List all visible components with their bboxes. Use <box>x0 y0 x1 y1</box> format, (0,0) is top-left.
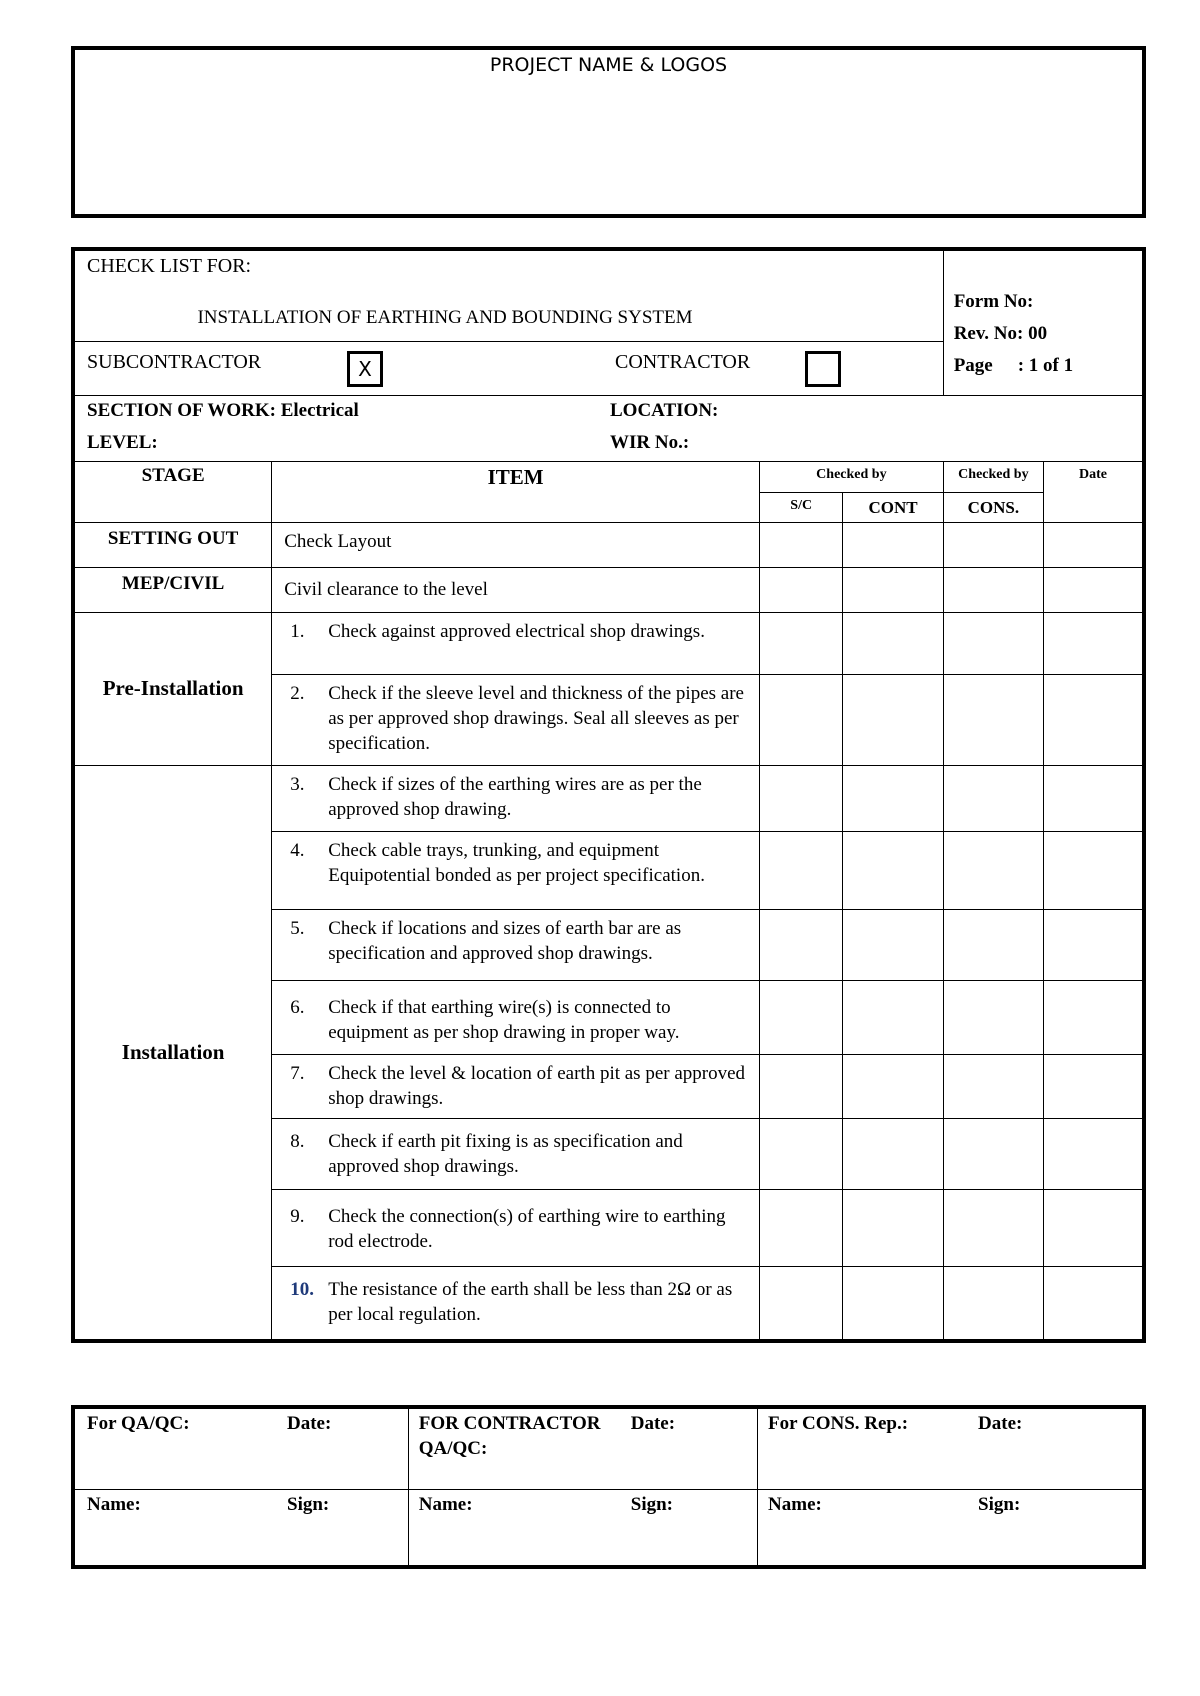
table-row <box>73 612 1144 674</box>
sc-check-cell[interactable] <box>760 567 843 612</box>
checklist-item <box>272 765 760 831</box>
date-cell[interactable] <box>1044 1054 1144 1118</box>
project-header-box <box>71 46 1146 218</box>
item-number: 2. <box>290 682 305 704</box>
contractor-qaqc-label: FOR CONTRACTOR QA/QC: <box>418 1413 601 1459</box>
sc-check-cell[interactable] <box>760 1189 843 1266</box>
item-text: Check cable trays, trunking, and equipment Equipotential bonded as per project specification. <box>328 839 705 886</box>
contractor-qaqc-cell <box>408 1407 757 1489</box>
table-row <box>73 567 1144 612</box>
date-column-header: Date <box>1044 461 1144 522</box>
cons-check-cell[interactable] <box>943 1118 1043 1189</box>
location-label: LOCATION: <box>610 399 719 421</box>
contractor-sign-cell <box>408 1489 757 1567</box>
item-text: Check if the sleeve level and thickness of the pipes are as per approved shop drawings. Seal all sleeves as per specification. <box>328 682 744 754</box>
item-text: Check if that earthing wire(s) is connected to equipment as per shop drawing in proper way. <box>328 996 680 1043</box>
item-number: 6. <box>290 996 305 1018</box>
cont-check-cell[interactable] <box>843 831 943 909</box>
item-text: Check the level & location of earth pit as per approved shop drawings. <box>328 1062 746 1109</box>
stage-installation: Installation <box>73 765 272 1341</box>
page-label: Page <box>953 355 993 376</box>
cont-check-cell[interactable] <box>843 909 943 980</box>
cons-check-cell[interactable] <box>943 909 1043 980</box>
date-cell[interactable] <box>1044 522 1144 567</box>
checklist-item <box>272 1118 760 1189</box>
checklist-title-cell <box>73 249 943 341</box>
sign-label: Sign: <box>287 1493 330 1515</box>
party-selection-cell <box>73 341 943 395</box>
item-check-layout: Check Layout <box>272 522 760 567</box>
sc-check-cell[interactable] <box>760 1118 843 1189</box>
cons-check-cell[interactable] <box>943 1189 1043 1266</box>
contractor-label: CONTRACTOR <box>615 350 751 373</box>
item-number: 8. <box>290 1130 305 1152</box>
qaqc-label: For QA/QC: <box>87 1413 190 1434</box>
contractor-date-label: Date: <box>630 1413 676 1434</box>
name-label: Name: <box>768 1493 822 1515</box>
checklist-item <box>272 831 760 909</box>
checklist-table <box>71 247 1146 1343</box>
date-cell[interactable] <box>1044 980 1144 1054</box>
date-cell[interactable] <box>1044 567 1144 612</box>
sc-check-cell[interactable] <box>760 674 843 765</box>
sc-check-cell[interactable] <box>760 522 843 567</box>
sc-check-cell[interactable] <box>760 1054 843 1118</box>
item-number: 3. <box>290 773 305 795</box>
project-name-logos: PROJECT NAME & LOGOS <box>489 54 728 76</box>
name-label: Name: <box>87 1493 141 1515</box>
cons-rep-label: For CONS. Rep.: <box>768 1413 909 1434</box>
sign-label: Sign: <box>630 1493 673 1515</box>
cons-check-cell[interactable] <box>943 522 1043 567</box>
sc-check-cell[interactable] <box>760 1266 843 1341</box>
checked-by-header: Checked by <box>760 461 944 492</box>
form-no: Form No: <box>953 291 1034 312</box>
rev-no: Rev. No: 00 <box>953 323 1048 344</box>
checklist-item <box>272 674 760 765</box>
table-row <box>73 522 1144 567</box>
cons-rep-cell <box>758 1407 1144 1489</box>
sc-column-header: S/C <box>760 492 843 522</box>
date-cell[interactable] <box>1044 674 1144 765</box>
form-info-cell <box>943 249 1144 395</box>
cont-check-cell[interactable] <box>843 1189 943 1266</box>
cont-check-cell[interactable] <box>843 1054 943 1118</box>
subcontractor-label: SUBCONTRACTOR <box>87 350 262 373</box>
name-label: Name: <box>418 1493 473 1515</box>
checklist-item <box>272 1266 760 1341</box>
cons-check-cell[interactable] <box>943 831 1043 909</box>
qaqc-sign-cell <box>73 1489 408 1567</box>
section-info-cell <box>73 395 1144 461</box>
level-label: LEVEL: <box>87 431 158 453</box>
date-cell[interactable] <box>1044 1266 1144 1341</box>
date-cell[interactable] <box>1044 831 1144 909</box>
item-number: 1. <box>290 620 305 642</box>
item-number: 7. <box>290 1062 305 1084</box>
cont-check-cell[interactable] <box>843 1118 943 1189</box>
item-civil-clearance: Civil clearance to the level <box>272 567 760 612</box>
date-cell[interactable] <box>1044 765 1144 831</box>
qaqc-date-label: Date: <box>287 1413 332 1434</box>
cons-check-cell[interactable] <box>943 980 1043 1054</box>
contractor-checkbox[interactable] <box>805 351 841 387</box>
wir-no-label: WIR No.: <box>610 431 690 453</box>
stage-setting-out: SETTING OUT <box>73 522 272 567</box>
checklist-item <box>272 980 760 1054</box>
stage-column-header: STAGE <box>73 461 272 522</box>
checklist-item <box>272 1189 760 1266</box>
cont-check-cell[interactable] <box>843 765 943 831</box>
cons-check-cell[interactable] <box>943 567 1043 612</box>
subcontractor-checkbox[interactable]: X <box>347 351 383 387</box>
cons-column-header: CONS. <box>943 492 1043 522</box>
sc-check-cell[interactable] <box>760 765 843 831</box>
checklist-item <box>272 612 760 674</box>
cons-check-cell[interactable] <box>943 674 1043 765</box>
check-list-for-label: CHECK LIST FOR: <box>87 255 252 277</box>
item-text: Check if sizes of the earthing wires are as per the approved shop drawing. <box>328 773 702 820</box>
stage-pre-installation: Pre-Installation <box>73 612 272 765</box>
cons-check-cell[interactable] <box>943 765 1043 831</box>
sc-check-cell[interactable] <box>760 980 843 1054</box>
cont-check-cell[interactable] <box>843 612 943 674</box>
cons-check-cell[interactable] <box>943 1054 1043 1118</box>
stage-mep-civil: MEP/CIVIL <box>73 567 272 612</box>
cont-check-cell[interactable] <box>843 567 943 612</box>
item-number: 4. <box>290 839 305 861</box>
item-text: Check against approved electrical shop drawings. <box>328 620 705 642</box>
item-text: Check the connection(s) of earthing wire to earthing rod electrode. <box>328 1205 726 1252</box>
item-text: Check if earth pit fixing is as specification and approved shop drawings. <box>328 1130 683 1177</box>
date-cell[interactable] <box>1044 1118 1144 1189</box>
qaqc-cell <box>73 1407 408 1489</box>
cons-date-label: Date: <box>978 1413 1023 1434</box>
sc-check-cell[interactable] <box>760 831 843 909</box>
sc-check-cell[interactable] <box>760 612 843 674</box>
date-cell[interactable] <box>1044 612 1144 674</box>
checked-by-cons-header: Checked by <box>943 461 1043 492</box>
item-number: 5. <box>290 917 305 939</box>
item-text: Check if locations and sizes of earth bar are as specification and approved shop drawings. <box>328 917 682 964</box>
item-column-header: ITEM <box>272 461 760 522</box>
checklist-item <box>272 1054 760 1118</box>
table-row <box>73 765 1144 831</box>
cons-check-cell[interactable] <box>943 612 1043 674</box>
sc-check-cell[interactable] <box>760 909 843 980</box>
item-number: 9. <box>290 1205 305 1227</box>
cont-check-cell[interactable] <box>843 522 943 567</box>
cont-check-cell[interactable] <box>843 980 943 1054</box>
cons-sign-cell <box>758 1489 1144 1567</box>
item-number: 10. <box>290 1278 314 1300</box>
item-text: The resistance of the earth shall be less than 2Ω or as per local regulation. <box>328 1278 733 1325</box>
cont-check-cell[interactable] <box>843 1266 943 1341</box>
checklist-item <box>272 909 760 980</box>
signature-table <box>71 1405 1146 1569</box>
cons-check-cell[interactable] <box>943 1266 1043 1341</box>
page-value: : 1 of 1 <box>1017 355 1074 376</box>
section-of-work: SECTION OF WORK: Electrical <box>87 399 359 421</box>
cont-column-header: CONT <box>843 492 943 522</box>
date-cell[interactable] <box>1044 909 1144 980</box>
cont-check-cell[interactable] <box>843 674 943 765</box>
date-cell[interactable] <box>1044 1189 1144 1266</box>
sign-label: Sign: <box>978 1493 1021 1515</box>
checklist-subject: INSTALLATION OF EARTHING AND BOUNDING SYSTEM <box>197 307 693 328</box>
